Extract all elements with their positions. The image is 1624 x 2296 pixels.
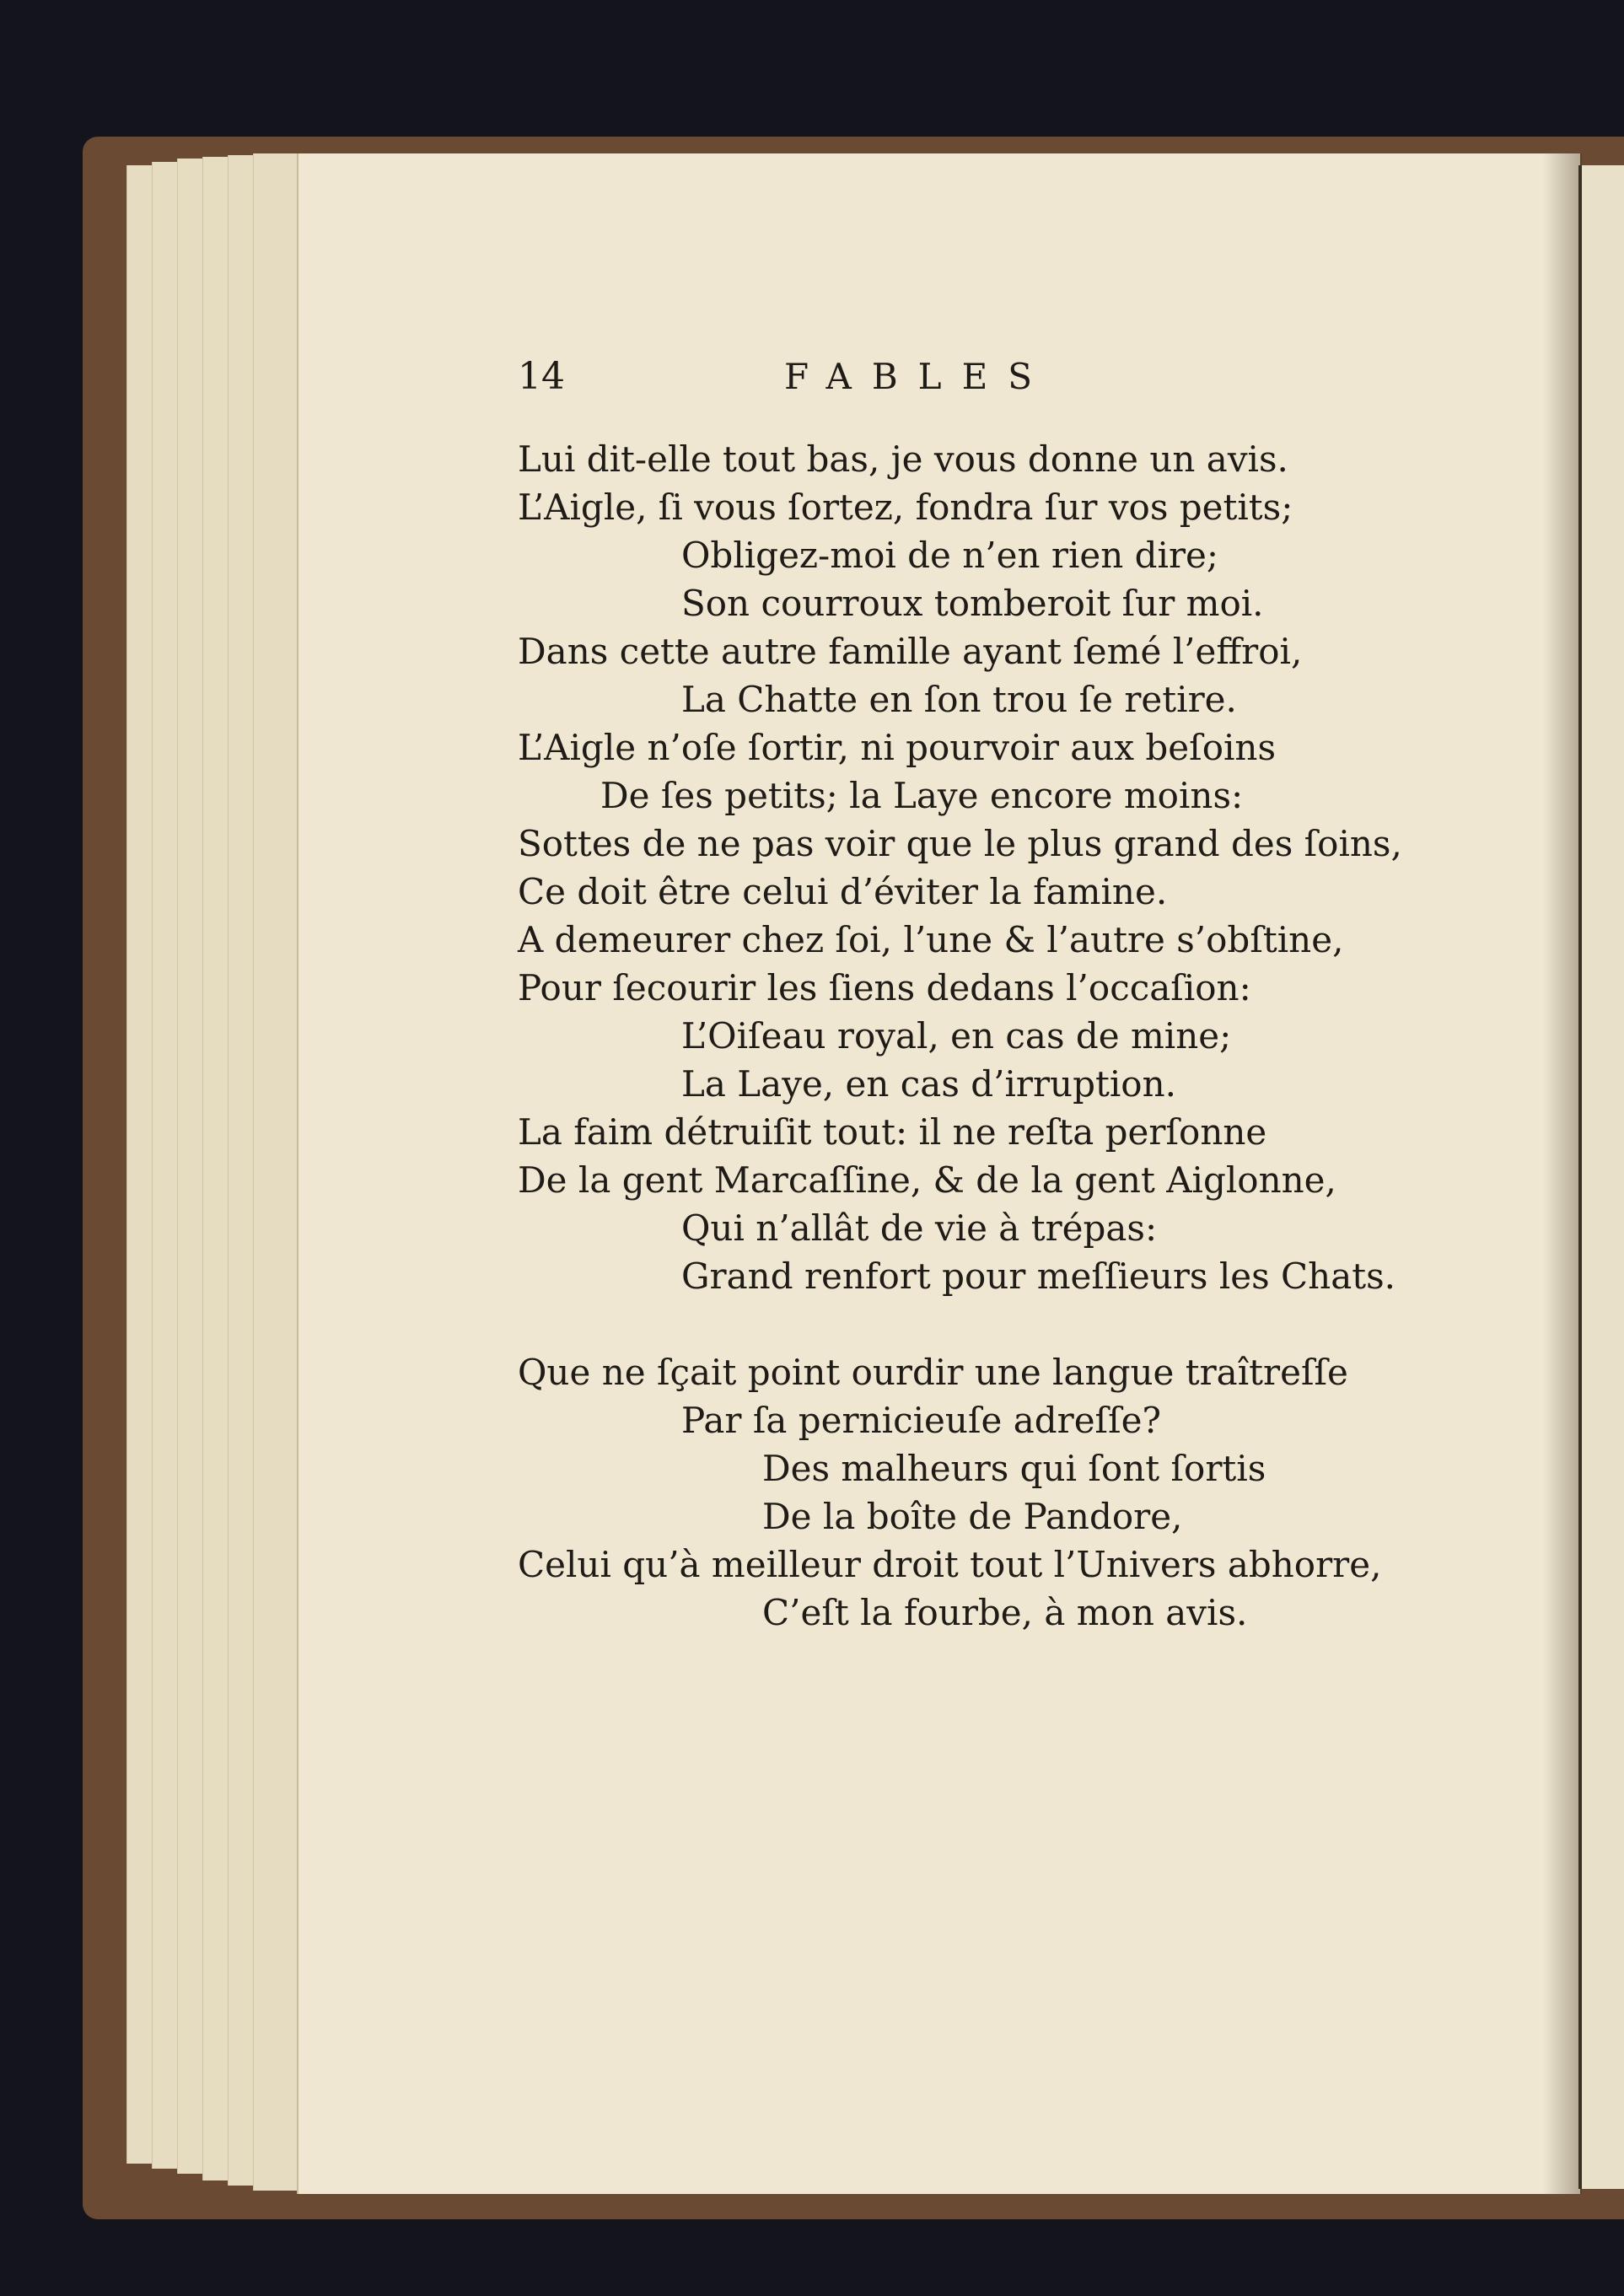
verse-line: Que ne ſçait point ourdir une langue traîtreſſe xyxy=(518,1352,1348,1393)
verse-line: Lui dit-elle tout bas, je vous donne un avis. xyxy=(518,438,1288,480)
verse-line: Des malheurs qui ſont ſortis xyxy=(762,1448,1266,1489)
verse-line: L’Aigle n’oſe ſortir, ni pourvoir aux beſoins xyxy=(518,727,1277,768)
verse-line: L’Aigle, ſi vous ſortez, fondra ſur vos petits; xyxy=(518,487,1293,528)
verse-line: La Laye, en cas d’irruption. xyxy=(681,1063,1176,1105)
verse-line: Pour ſecourir les ſiens dedans l’occaſion: xyxy=(518,967,1251,1008)
verse-line: Dans cette autre famille ayant ſemé l’effroi, xyxy=(518,631,1303,672)
verse-line: De la boîte de Pandore, xyxy=(762,1496,1183,1537)
verse-line: De ſes petits; la Laye encore moins: xyxy=(600,775,1244,816)
verse-line: Qui n’allât de vie à trépas: xyxy=(681,1207,1158,1249)
verse-line: A demeurer chez ſoi, l’une & l’autre s’obſtine, xyxy=(518,919,1344,960)
page-number: 14 xyxy=(518,355,565,398)
verse-line: De la gent Marcaſſine, & de la gent Aiglonne, xyxy=(518,1159,1336,1201)
verse-line: Ce doit être celui d’éviter la famine. xyxy=(518,871,1168,912)
verse-line: Par ſa pernicieuſe adreſſe? xyxy=(681,1400,1162,1441)
verse-line: Son courroux tomberoit ſur moi. xyxy=(681,583,1264,624)
verse-line: La faim détruiſit tout: il ne reſta perſonne xyxy=(518,1111,1267,1153)
verse-line: Obligez-moi de n’en rien dire; xyxy=(681,535,1219,576)
verse-line: Grand renfort pour meſſieurs les Chats. xyxy=(681,1256,1396,1297)
verse-line: Celui qu’à meilleur droit tout l’Univers abhorre, xyxy=(518,1544,1382,1585)
running-title: FABLES xyxy=(784,356,1053,397)
verse-line: C’eſt la fourbe, à mon avis. xyxy=(762,1592,1248,1633)
verse-line: Sottes de ne pas voir que le plus grand des ſoins, xyxy=(518,823,1402,864)
verse-line: La Chatte en ſon trou ſe retire. xyxy=(681,679,1237,720)
verse-line: L’Oiſeau royal, en cas de mine; xyxy=(681,1015,1232,1057)
